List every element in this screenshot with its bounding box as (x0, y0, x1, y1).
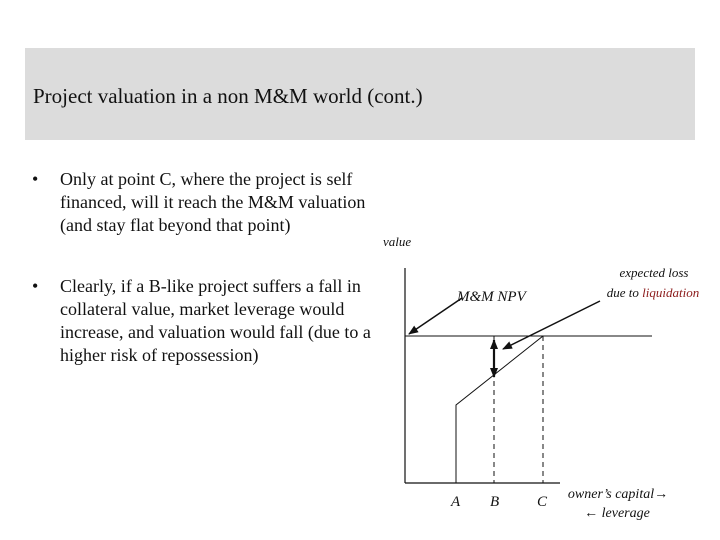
expected-loss-prefix: due to (606, 285, 643, 300)
bullet-marker: • (32, 169, 39, 189)
point-a-label: A (451, 494, 461, 510)
x-axis-label-line1: owner’s capital→ (567, 487, 669, 502)
mm-npv-pointer-arrow (409, 298, 462, 334)
bullet-line: (and stay flat beyond that point) (60, 215, 291, 235)
bullet-line: Clearly, if a B-like project suffers a fall in (60, 276, 361, 296)
point-c-label: C (537, 494, 548, 510)
bullet-line: Only at point C, where the project is self (60, 169, 353, 189)
expected-loss-pointer-arrow (503, 301, 600, 349)
bullet-line: increase, and valuation would fall (due to a (60, 322, 371, 342)
y-axis-label: value (383, 234, 412, 249)
x-axis-label-line2: ← leverage (584, 506, 650, 521)
liquidation-highlight: liquidation (642, 285, 700, 300)
point-b-label: B (490, 494, 500, 510)
expected-loss-label-line2 (607, 285, 699, 300)
expected-loss-label-line1: expected loss (619, 265, 689, 280)
valuation-curve (456, 336, 543, 483)
bullet-line: collateral value, market leverage would (60, 299, 345, 319)
bullet-line: financed, will it reach the M&M valuation (60, 192, 366, 212)
bullet-line: higher risk of repossession) (60, 345, 259, 365)
bullet-marker: • (32, 276, 39, 296)
slide-title: Project valuation in a non M&M world (cont.) (33, 84, 423, 108)
mm-npv-label: M&M NPV (457, 289, 526, 305)
